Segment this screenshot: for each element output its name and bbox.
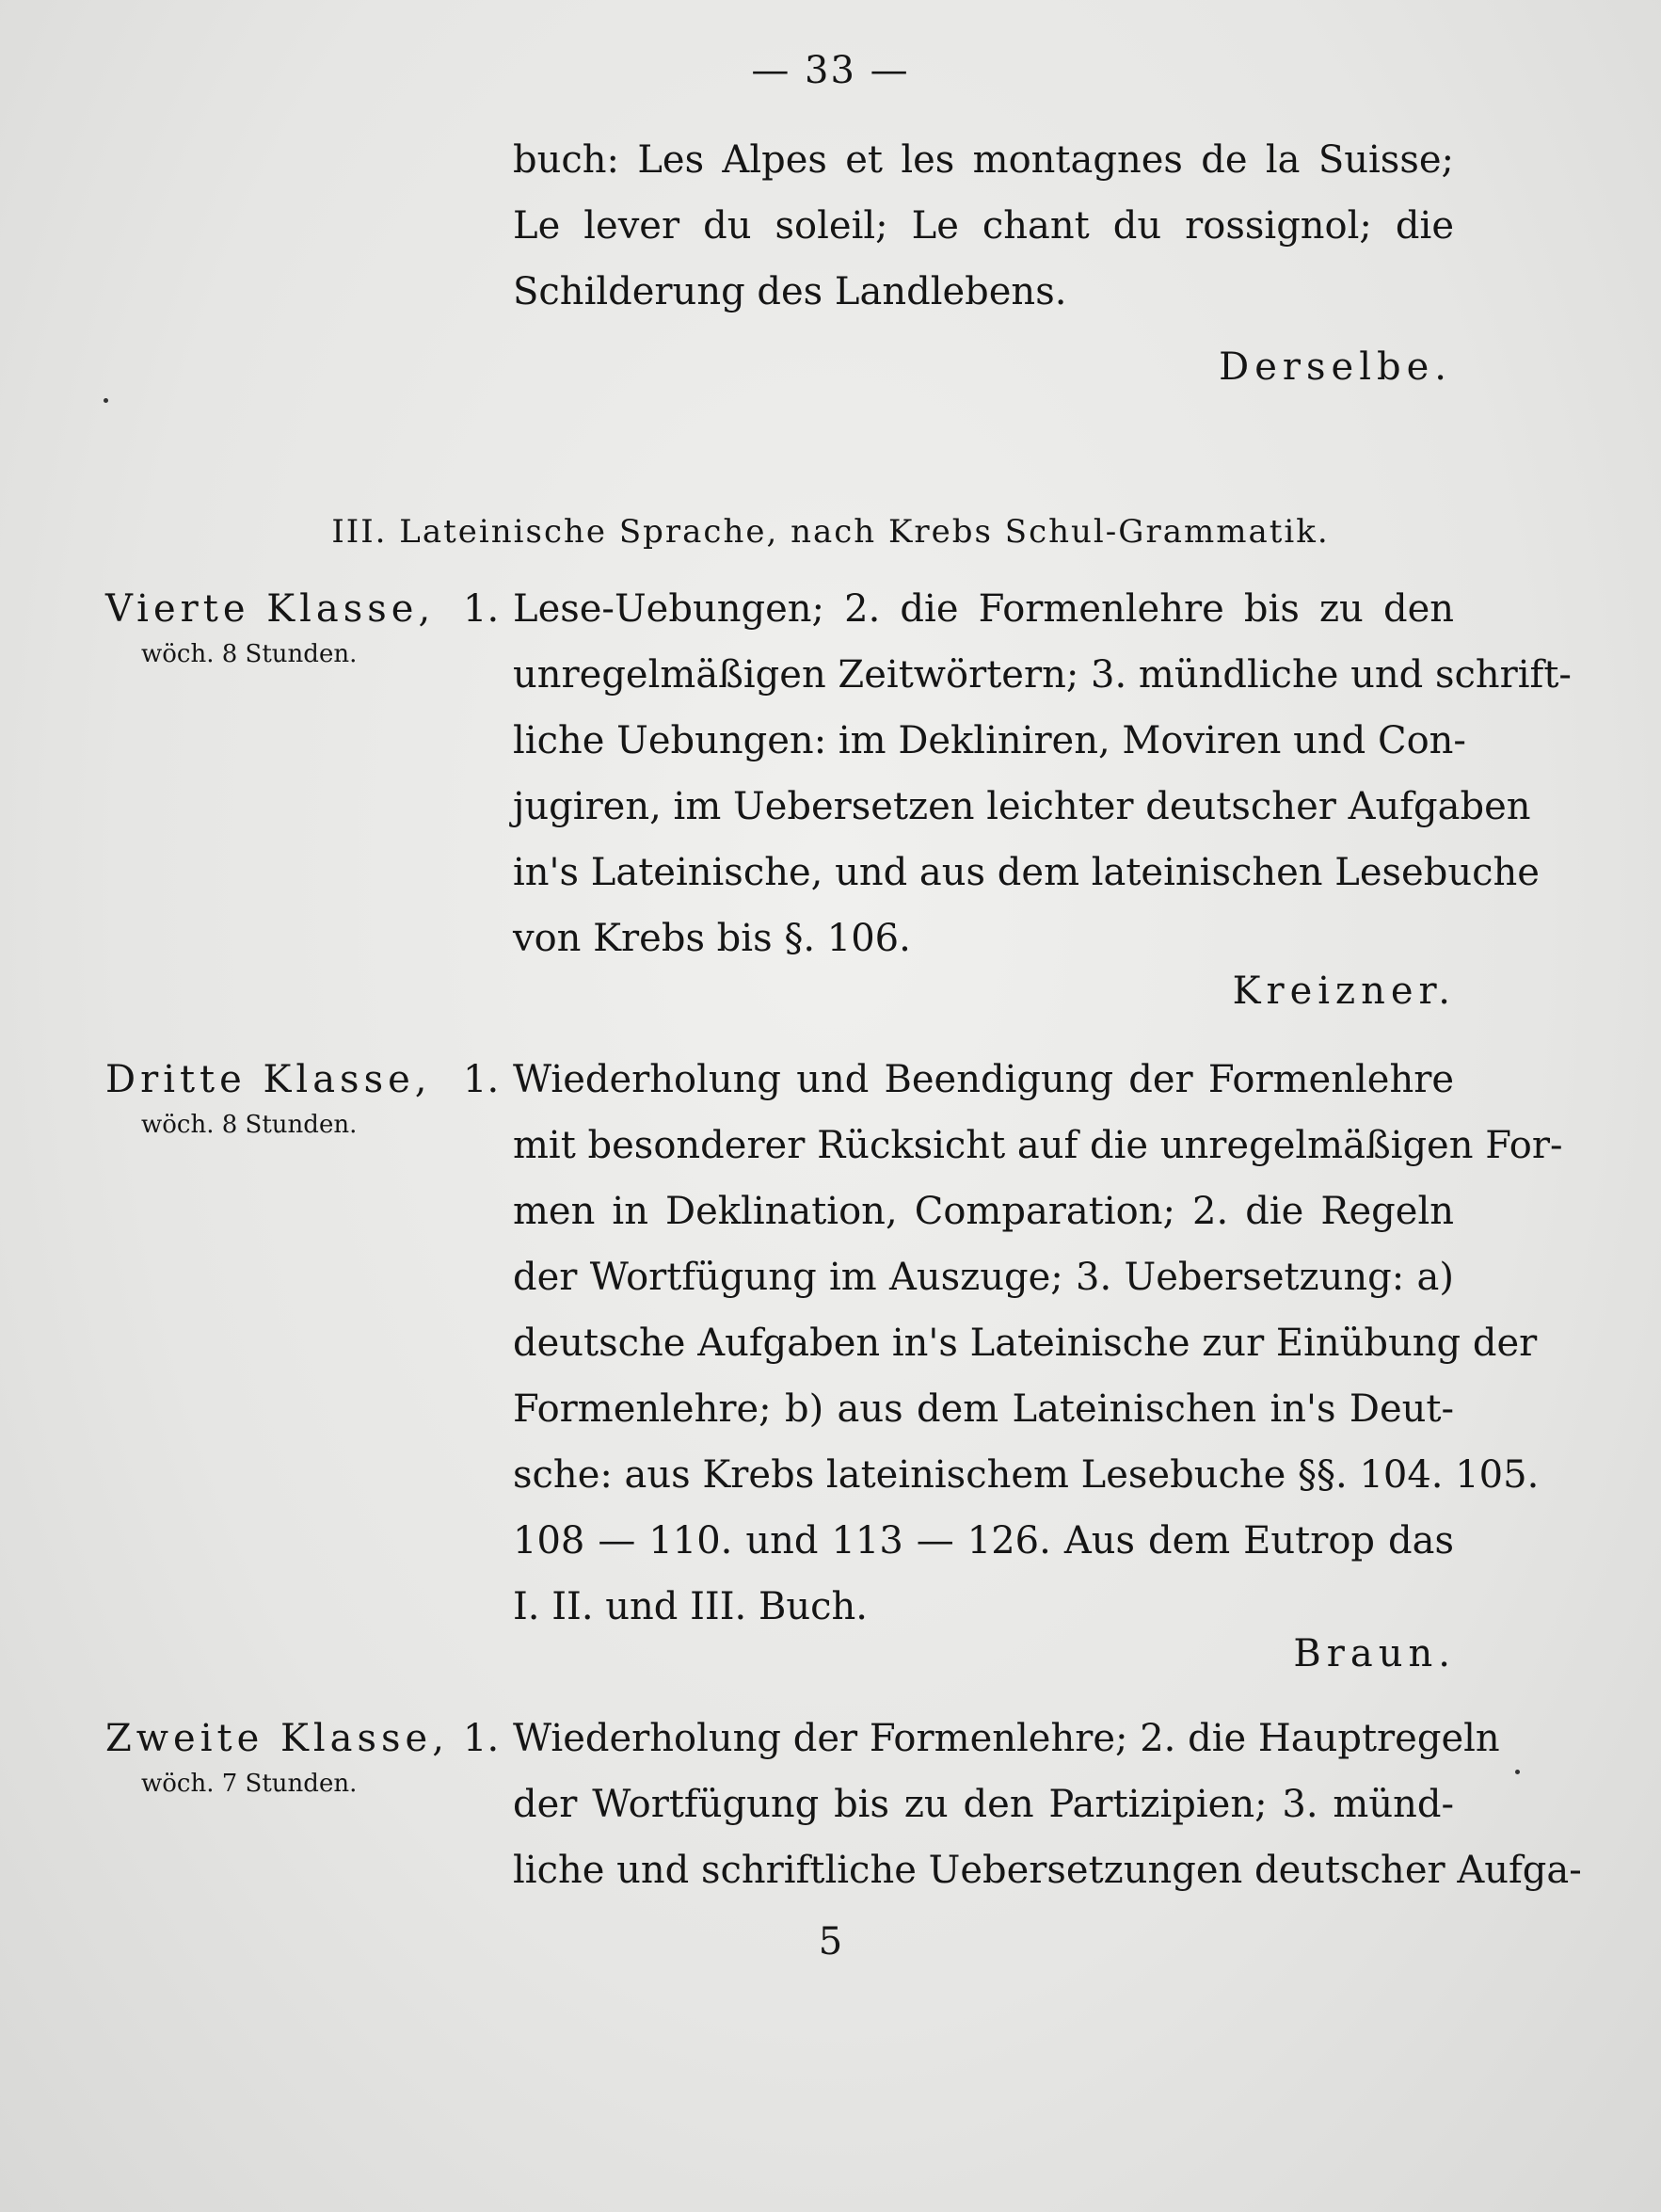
class-hours: wöch. 7 Stunden. [141, 1770, 358, 1798]
class-line: der Wortfügung im Auszuge; 3. Uebersetzung: a) [513, 1256, 1454, 1299]
class-line: jugiren, im Uebersetzen leichter deutscher Aufgaben [513, 785, 1531, 828]
class-line: unregelmäßigen Zeitwörtern; 3. mündliche und schrift- [513, 653, 1572, 697]
ink-speck [104, 398, 108, 403]
class-signature: Braun. [1293, 1632, 1456, 1675]
intro-line: Le lever du soleil; Le chant du rossignol; die [513, 204, 1454, 248]
class-name: Dritte Klasse, [105, 1058, 432, 1101]
class-hours: wöch. 8 Stunden. [141, 640, 358, 668]
intro-line: buch: Les Alpes et les montagnes de la Suisse; [513, 138, 1454, 182]
class-line: Lese-Uebungen; 2. die Formenlehre bis zu den [513, 587, 1454, 631]
class-line: 108 — 110. und 113 — 126. Aus dem Eutrop das [513, 1519, 1454, 1563]
item-number: 1. [463, 1717, 500, 1760]
class-line: von Krebs bis §. 106. [513, 917, 911, 960]
class-name: Zweite Klasse, [105, 1717, 449, 1760]
class-line: men in Deklination, Comparation; 2. die Regeln [513, 1190, 1454, 1233]
class-signature: Kreizner. [1232, 970, 1456, 1013]
class-hours: wöch. 8 Stunden. [141, 1111, 358, 1139]
section-heading: III. Lateinische Sprache, nach Krebs Schul-Grammatik. [331, 513, 1330, 551]
item-number: 1. [463, 587, 500, 631]
class-line: Wiederholung der Formenlehre; 2. die Hauptregeln [513, 1717, 1500, 1760]
class-line: sche: aus Krebs lateinischem Lesebuche §§. 104. 105. [513, 1453, 1540, 1497]
class-name: Vierte Klasse, [105, 587, 436, 631]
class-line: deutsche Aufgaben in's Lateinische zur Einübung der [513, 1322, 1538, 1365]
class-line: der Wortfügung bis zu den Partizipien; 3. münd- [513, 1783, 1454, 1826]
signature-mark: 5 [818, 1920, 843, 1964]
class-line: Wiederholung und Beendigung der Formenlehre [513, 1058, 1454, 1101]
ink-speck [1515, 1770, 1520, 1774]
page-number: — 33 — [751, 49, 910, 92]
class-line: Formenlehre; b) aus dem Lateinischen in's Deut- [513, 1387, 1454, 1431]
intro-signature: Derselbe. [1219, 345, 1452, 389]
class-line: liche Uebungen: im Dekliniren, Moviren und Con- [513, 719, 1466, 762]
class-line: in's Lateinische, und aus dem lateinischen Lesebuche [513, 851, 1540, 894]
intro-line: Schilderung des Landlebens. [513, 270, 1067, 313]
class-line: liche und schriftliche Uebersetzungen deutscher Aufga- [513, 1849, 1582, 1892]
class-line: mit besonderer Rücksicht auf die unregelmäßigen For- [513, 1124, 1563, 1167]
class-line: I. II. und III. Buch. [513, 1585, 868, 1628]
item-number: 1. [463, 1058, 500, 1101]
